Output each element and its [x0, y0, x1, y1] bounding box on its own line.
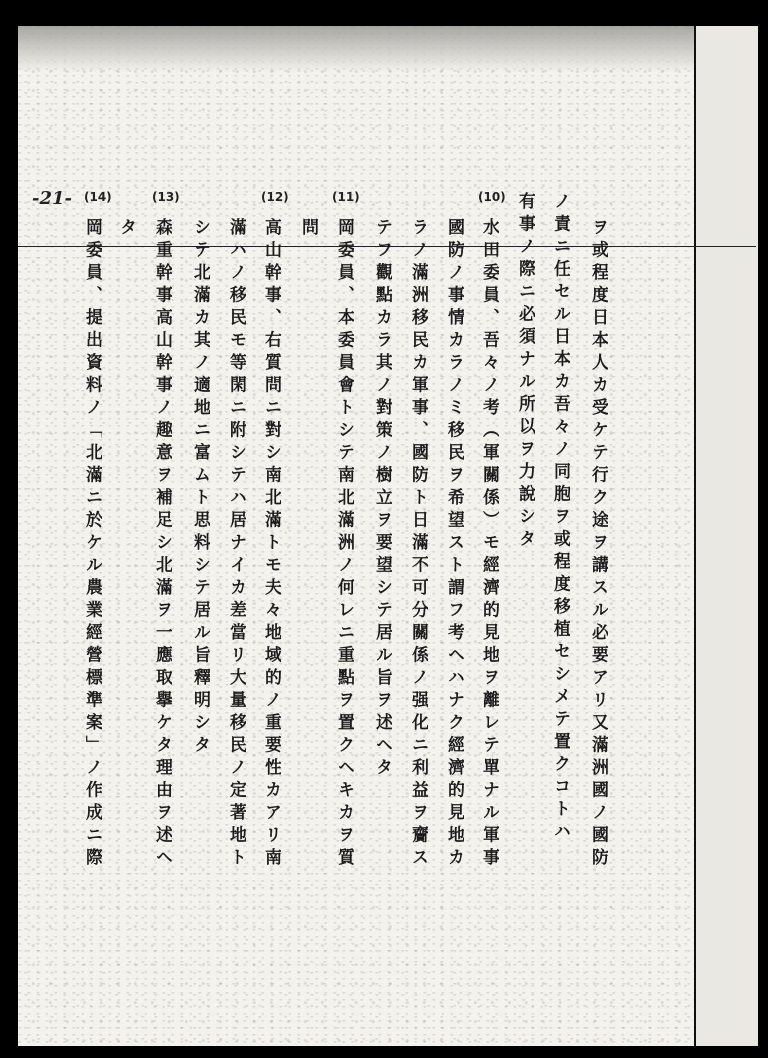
- item-mark-13: (13): [152, 190, 180, 204]
- text-column-9: 問: [298, 218, 318, 241]
- text-column-6: ラノ滿洲移民カ軍事、國防ト日滿不可分關係ノ强化ニ利益ヲ齎ス: [408, 218, 428, 871]
- right-margin-strip: [694, 26, 758, 1046]
- text-column-3: 有事ノ際ニ必須ナル所以ヲ力說シタ: [515, 192, 535, 552]
- item-mark-11: (11): [332, 190, 360, 204]
- text-column-12: シテ北滿カ其ノ適地ニ富ムト思料シテ居ル旨釋明シタ: [190, 218, 210, 758]
- scan-shadow-band: [18, 26, 756, 72]
- text-column-2: ノ責ニ任セル日本カ吾々ノ同胞ヲ或程度移植セシメテ置クコトハ: [550, 192, 570, 845]
- item-mark-12: (12): [261, 190, 289, 204]
- text-column-13: 森重幹事高山幹事ノ趣意ヲ補足シ北滿ヲ一應取擧ケタ理由ヲ述ヘ: [152, 218, 172, 871]
- text-column-1: ヲ或程度日本人カ受ケテ行ク途ヲ講スル必要アリ又滿洲國ノ國防: [588, 218, 608, 871]
- text-column-8: 岡委員、本委員會トシテ南北滿洲ノ何レニ重點ヲ置クヘキカヲ質: [334, 218, 354, 871]
- text-column-15: 岡委員、提出資料ノ「北滿ニ於ケル農業經營標準案」ノ作成ニ際: [82, 218, 102, 871]
- text-column-14: タ: [116, 218, 136, 241]
- text-column-11: 滿ハノ移民モ等閑ニ附シテハ居ナイカ差當リ大量移民ノ定著地ト: [226, 218, 246, 871]
- text-column-7: テフ觀點カラ其ノ對策ノ樹立ヲ要望シテ居ル旨ヲ述ヘタ: [372, 218, 392, 781]
- page-number: -21-: [32, 188, 72, 209]
- text-column-10: 高山幹事、右質問ニ對シ南北滿トモ夫々地域的ノ重要性カアリ南: [261, 218, 281, 871]
- text-column-4: 水田委員、吾々ノ考（軍關係）モ經濟的見地ヲ離レテ單ナル軍事: [479, 218, 499, 871]
- text-column-5: 國防ノ事情カラノミ移民ヲ希望スト謂フ考ヘハナク經濟的見地カ: [444, 218, 464, 871]
- item-mark-14: (14): [84, 190, 112, 204]
- item-mark-10: (10): [478, 190, 506, 204]
